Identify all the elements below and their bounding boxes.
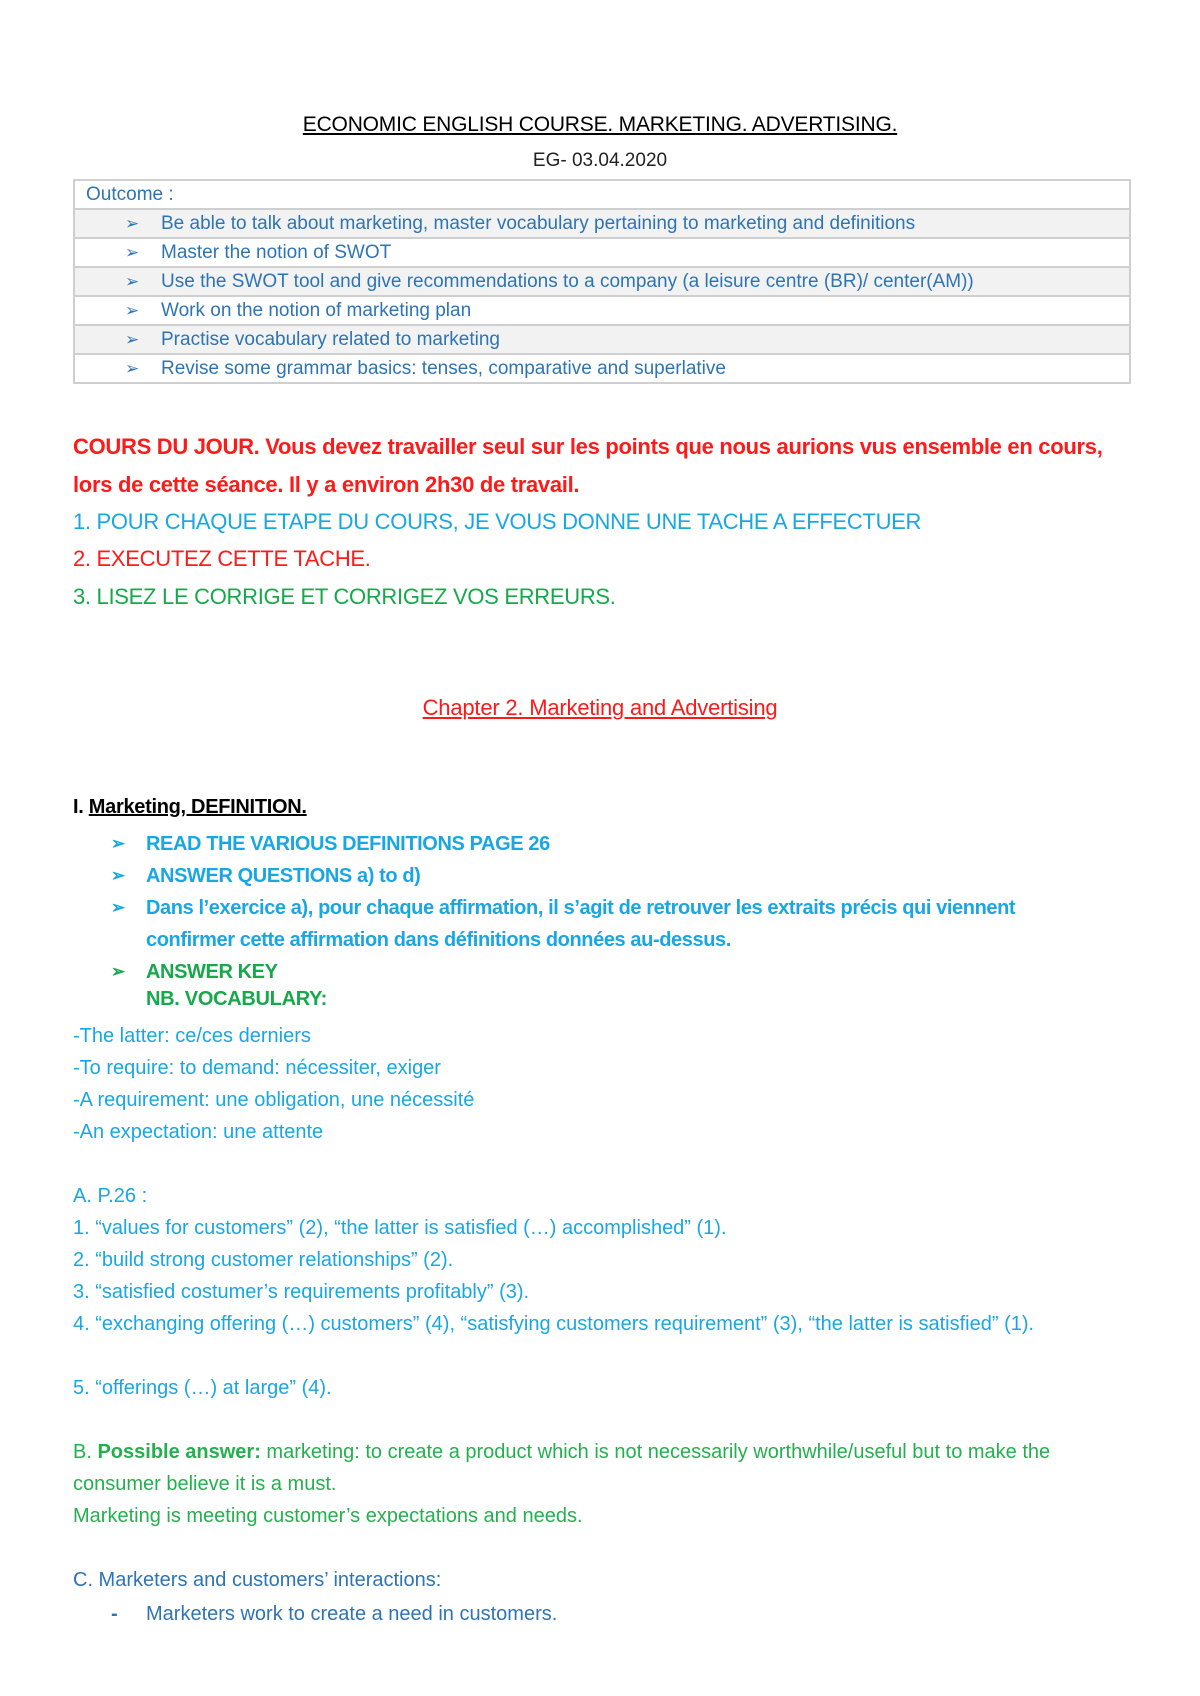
arrow-bullet-icon: ➢ <box>125 358 140 378</box>
vocab-line: -An expectation: une attente <box>73 1121 324 1143</box>
answer-c-item <box>111 1598 557 1630</box>
arrow-bullet-icon: ➢ <box>111 834 125 853</box>
answer-b-bold: Possible answer: <box>97 1441 261 1463</box>
vocab-line: -The latter: ce/ces derniers <box>73 1025 311 1047</box>
answer-c-heading: C. Marketers and customers’ interactions: <box>73 1569 442 1591</box>
answer-a-item: 2. “build strong customer relationships” (2). <box>73 1249 454 1271</box>
outcome-item: Revise some grammar basics: tenses, comparative and superlative <box>161 357 726 379</box>
answer-a-item: 4. “exchanging offering (…) customers” (4), “satisfying customers requirement” (3), “the latter is satisfied” (1). <box>73 1313 1035 1335</box>
arrow-bullet-icon: ➢ <box>125 242 140 262</box>
section-heading <box>73 796 1143 819</box>
dash-bullet-icon: - <box>111 1603 118 1625</box>
task-text: ANSWER QUESTIONS a) to d) <box>146 865 421 887</box>
outcome-item: Work on the notion of marketing plan <box>161 299 472 321</box>
answer-a-item: 5. “offerings (…) at large” (4). <box>73 1377 332 1399</box>
arrow-bullet-icon: ➢ <box>125 300 140 320</box>
outcome-table <box>73 179 1131 384</box>
task-bullet <box>111 892 1111 956</box>
answer-b-line2: Marketing is meeting customer’s expectations and needs. <box>73 1505 583 1527</box>
arrow-bullet-icon: ➢ <box>125 213 140 233</box>
task-bullet <box>111 828 550 860</box>
vocab-line: -A requirement: une obligation, une nécessité <box>73 1089 475 1111</box>
outcome-item: Use the SWOT tool and give recommendations to a company (a leisure centre (BR)/ center(AM)) <box>161 270 974 292</box>
outcome-row <box>74 325 1130 354</box>
task-bullet <box>111 956 278 988</box>
arrow-bullet-icon: ➢ <box>111 962 125 981</box>
answer-b-text: marketing: to create a product which is not necessarily worthwhile/useful but to make the consumer believe it is a must. <box>73 1441 1051 1495</box>
document-title: ECONOMIC ENGLISH COURSE. MARKETING. ADVERTISING. <box>302 113 898 136</box>
arrow-bullet-icon: ➢ <box>111 898 125 917</box>
outcome-row <box>74 296 1130 325</box>
cours-du-jour-paragraph: COURS DU JOUR. Vous devez travailler seul sur les points que nous aurions vus ensemble en cours, lors de cette séance. Il y a environ 2h30 de travail. <box>73 434 1103 497</box>
task-bullet <box>111 860 420 892</box>
answer-a-heading: A. P.26 : <box>73 1185 148 1207</box>
outcome-row <box>74 267 1130 296</box>
answer-a-item: 3. “satisfied costumer’s requirements profitably” (3). <box>73 1281 530 1303</box>
chapter-title: Chapter 2. Marketing and Advertising <box>422 695 778 720</box>
task-text: ANSWER KEY <box>146 961 278 983</box>
outcome-item: Be able to talk about marketing, master vocabulary pertaining to marketing and definitions <box>161 212 916 234</box>
instruction-step-1: 1. POUR CHAQUE ETAPE DU COURS, JE VOUS DONNE UNE TACHE A EFFECTUER <box>73 509 922 534</box>
outcome-item: Practise vocabulary related to marketing <box>161 328 500 350</box>
answer-a-item: 1. “values for customers” (2), “the latter is satisfied (…) accomplished” (1). <box>73 1217 727 1239</box>
vocab-line: -To require: to demand: nécessiter, exiger <box>73 1057 441 1079</box>
arrow-bullet-icon: ➢ <box>125 271 140 291</box>
outcome-row <box>74 354 1130 383</box>
arrow-bullet-icon: ➢ <box>125 329 140 349</box>
nb-vocabulary-heading: NB. VOCABULARY: <box>146 988 328 1010</box>
task-text: READ THE VARIOUS DEFINITIONS PAGE 26 <box>146 833 550 855</box>
outcome-label: Outcome : <box>74 180 1130 209</box>
outcome-row <box>74 209 1130 238</box>
instruction-step-2: 2. EXECUTEZ CETTE TACHE. <box>73 546 371 571</box>
section-title: Marketing, DEFINITION. <box>88 796 307 818</box>
arrow-bullet-icon: ➢ <box>111 866 125 885</box>
outcome-row <box>74 238 1130 267</box>
answer-c-text: Marketers work to create a need in customers. <box>146 1603 558 1625</box>
answer-b-paragraph <box>73 1436 1133 1500</box>
answer-b-prefix: B. <box>73 1441 98 1463</box>
outcome-item: Master the notion of SWOT <box>161 241 392 263</box>
document-code: EG- 03.04.2020 <box>532 150 668 171</box>
instruction-step-3: 3. LISEZ LE CORRIGE ET CORRIGEZ VOS ERREURS. <box>73 584 616 609</box>
section-number: I. <box>73 796 89 818</box>
task-text: Dans l’exercice a), pour chaque affirmation, il s’agit de retrouver les extraits précis qui viennent confirmer cette affirmation dans définitions données au-dessus. <box>146 897 1016 951</box>
